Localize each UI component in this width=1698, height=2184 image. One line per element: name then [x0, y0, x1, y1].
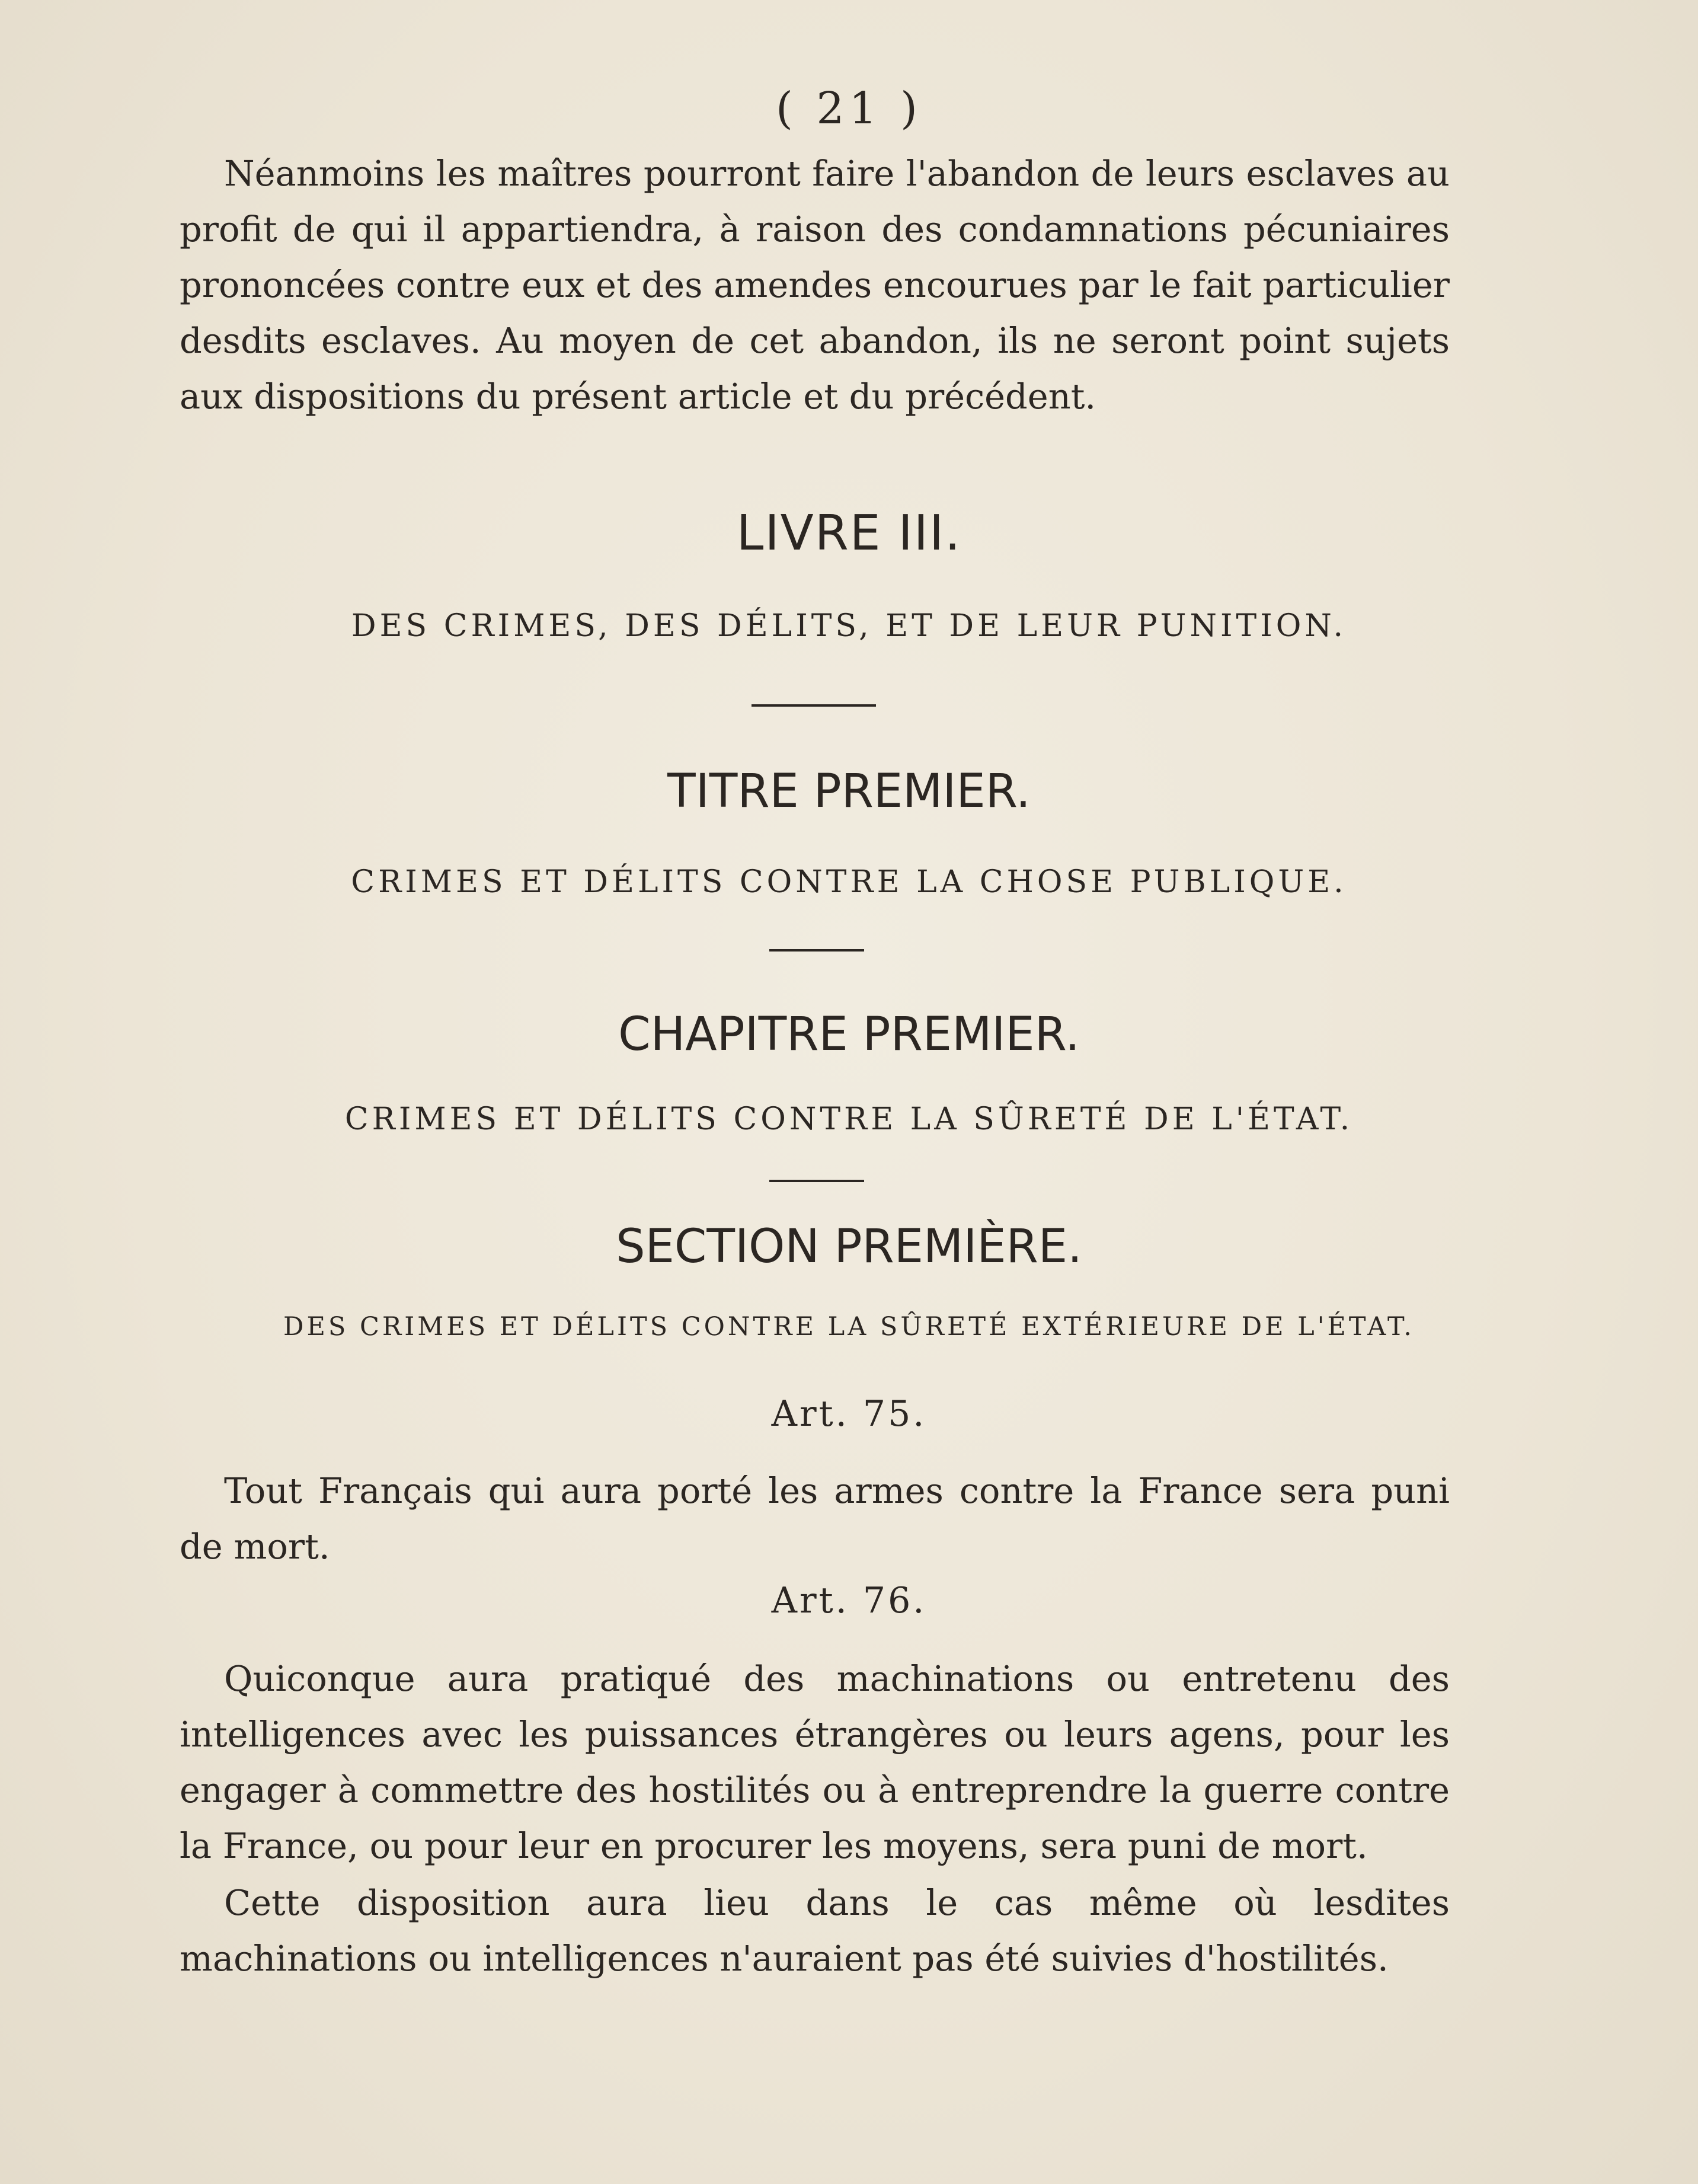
section-subtitle: DES CRIMES ET DÉLITS CONTRE LA SÛRETÉ EXTÉRIEURE DE L'ÉTAT.	[283, 1312, 1415, 1342]
page-number: ( 21 )	[776, 83, 922, 134]
article-76-paragraph-2: Cette disposition aura lieu dans le cas même où lesdites machinations ou intelligences n'auraient pas été suivies d'hostilités.	[180, 1882, 1450, 1979]
paragraph-abandon-esclaves: Néanmoins les maîtres pourront faire l'abandon de leurs esclaves au profit de qui il appartiendra, à raison des condamnations pécuniaires prononcées contre eux et des amendes encourues par le fait particulier desdits esclaves. Au moyen de cet abandon, ils ne seront point sujets aux dispositions du présent article et du précédent.	[180, 153, 1450, 417]
chapitre-heading: CHAPITRE PREMIER.	[618, 1008, 1080, 1061]
livre-subtitle: DES CRIMES, DES DÉLITS, ET DE LEUR PUNITION.	[351, 608, 1347, 644]
article-75-text: Tout Français qui aura porté les armes contre la France sera puni de mort.	[180, 1470, 1450, 1567]
article-76-heading: Art. 76.	[771, 1580, 927, 1621]
titre-heading: TITRE PREMIER.	[667, 765, 1031, 818]
chapitre-subtitle: CRIMES ET DÉLITS CONTRE LA SÛRETÉ DE L'ÉTAT.	[344, 1101, 1354, 1137]
section-heading: SECTION PREMIÈRE.	[616, 1220, 1082, 1273]
divider-rule	[752, 704, 876, 707]
livre-heading: LIVRE III.	[736, 505, 962, 561]
titre-subtitle: CRIMES ET DÉLITS CONTRE LA CHOSE PUBLIQUE.	[351, 864, 1347, 900]
article-76-paragraph-1: Quiconque aura pratiqué des machinations ou entretenu des intelligences avec les puissances étrangères ou leurs agens, pour les engager à commettre des hostilités ou à entreprendre la guerre contre la France, ou pour leur en procurer les moyens, sera puni de mort.	[180, 1658, 1450, 1866]
article-75-heading: Art. 75.	[771, 1393, 927, 1435]
divider-rule	[769, 1180, 864, 1182]
divider-rule	[769, 949, 864, 951]
